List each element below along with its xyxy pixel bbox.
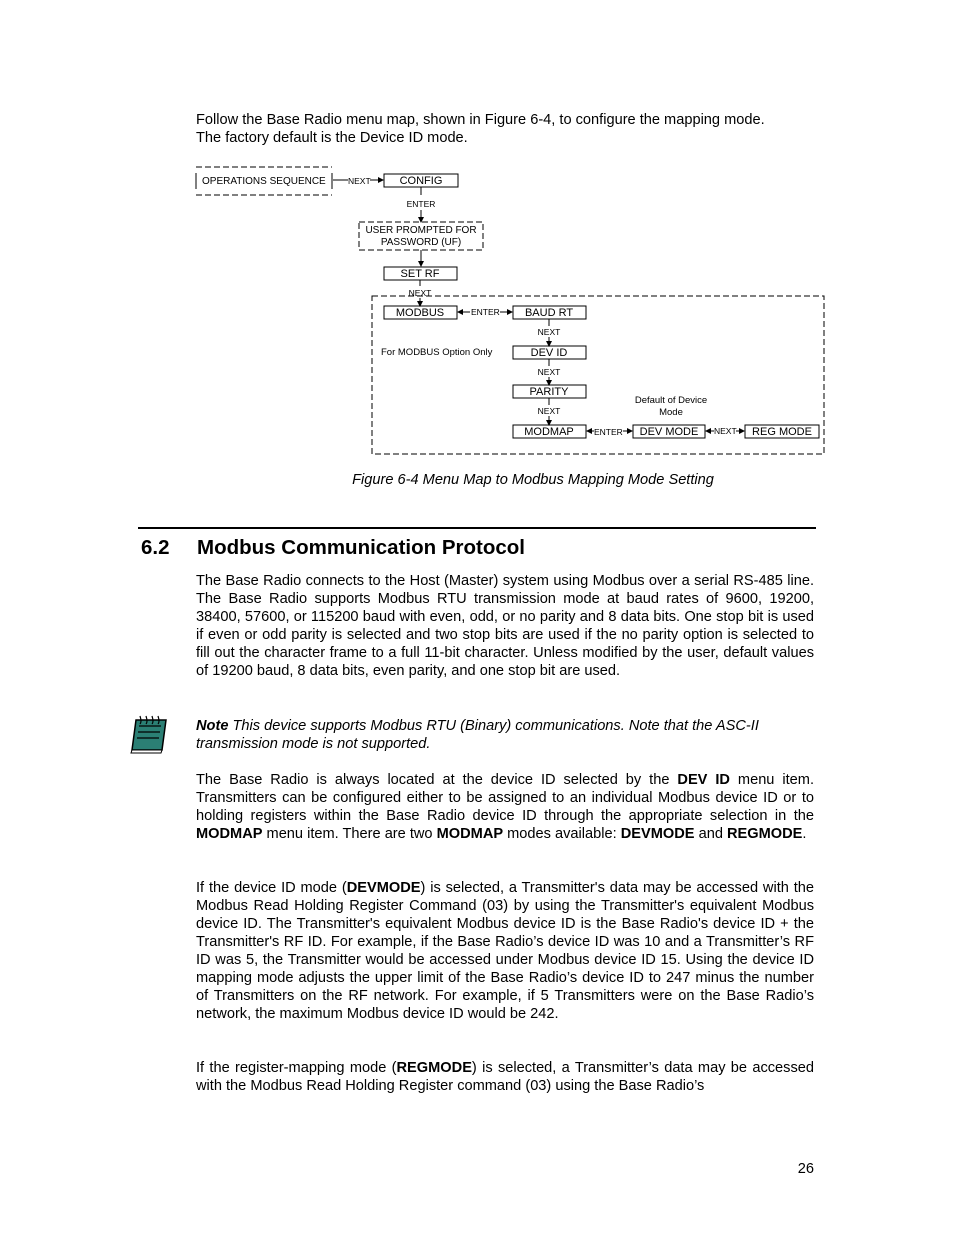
paragraph-2-text-3: menu item. There are two <box>262 826 437 842</box>
user-prompt-line-2: PASSWORD (UF) <box>380 237 462 248</box>
intro-paragraph <box>196 111 814 147</box>
ops-sequence-box <box>196 167 332 195</box>
paragraph-2-bold-2: MODMAP <box>196 826 263 842</box>
dev-id-label: DEV ID <box>530 347 568 359</box>
paragraph-2-bold-1: DEV ID <box>677 772 730 788</box>
paragraph-2-text-4: modes available: <box>503 826 621 842</box>
dev-id-menu-box <box>513 346 586 359</box>
modmap-label: MODMAP <box>524 426 574 438</box>
paragraph-4-text-2: ) is selected, a Transmitter’s data may be accessed with the Modbus Read Holding Register command (03) using the Base Radio’s <box>196 1060 814 1094</box>
next-label-2: NEXT <box>408 288 432 298</box>
paragraph-2-bold-3: MODMAP <box>436 826 504 842</box>
enter-label-1: ENTER <box>406 199 436 209</box>
default-note-line-1: Default of Device <box>634 395 708 406</box>
parity-menu-box <box>513 385 586 398</box>
paragraph-3 <box>196 879 814 1023</box>
figure-caption: Figure 6-4 Menu Map to Modbus Mapping Mode Setting <box>352 472 714 488</box>
paragraph-2 <box>196 771 814 843</box>
set-rf-menu-box <box>384 267 457 280</box>
paragraph-3-text-1: If the device ID mode ( <box>196 880 347 896</box>
default-note-line-2: Mode <box>659 407 683 418</box>
config-label: CONFIG <box>399 175 443 187</box>
intro-line-2: The factory default is the Device ID mode. <box>196 130 468 146</box>
paragraph-2-bold-5: REGMODE <box>727 826 803 842</box>
section-divider <box>138 527 816 529</box>
paragraph-4-bold-1: REGMODE <box>396 1060 472 1076</box>
ops-sequence-label: OPERATIONS SEQUENCE <box>202 176 326 187</box>
next-label-1: NEXT <box>348 176 371 186</box>
reg-mode-label: REG MODE <box>752 426 812 438</box>
paragraph-4-text-1: If the register-mapping mode ( <box>196 1060 397 1076</box>
dev-mode-menu-box <box>633 425 705 438</box>
paragraph-2-text-6: . <box>802 826 807 842</box>
section-heading <box>141 536 525 560</box>
paragraph-2-text-2: menu item. Transmitters can be configured either to be assigned to an individual Modbus device ID or to holding registers within the Base Radio device ID through the appropriate selection in the <box>196 772 814 824</box>
dev-mode-label: DEV MODE <box>639 426 699 438</box>
paragraph-3-text-2: ) is selected, a Transmitter's data may be accessed with the Modbus Read Holding Register Command (03) by using the Transmitter's equivalent Modbus device ID. The Transmitter's equivalent Modbus device ID is the Base Radio's device ID + the Transmitter's RF ID. For example, if the Base Radio’s device ID was 10 and a Transmitter’s RF ID was 5, the Transmitter would be accessed under Modbus device ID 15. Using the device ID mapping mode adjusts the upper limit of the Base Radio’s device ID to 247 minus the number of Transmitters on the RF network. For example, if 5 Transmitters were on the Base Radio’s network, the maximum Modbus device ID would be 242. <box>196 880 814 1022</box>
user-prompt-line-1: USER PROMPTED FOR <box>365 225 477 236</box>
intro-line-1: Follow the Base Radio menu map, shown in Figure 6-4, to configure the mapping mode. <box>196 112 765 128</box>
set-rf-label: SET RF <box>400 268 440 280</box>
note-paragraph <box>196 717 814 753</box>
config-menu-box <box>384 174 458 187</box>
paragraph-2-text-1: The Base Radio is always located at the device ID selected by the <box>196 772 678 788</box>
paragraph-1: The Base Radio connects to the Host (Master) system using Modbus over a serial RS-485 line. The Base Radio supports Modbus RTU transmission mode at baud rates of 9600, 19200, 38400, 57600, or 115200 baud with even, odd, or no parity and 8 data bits. One stop bit is used if even or odd parity is selected and two stop bits are used if the no parity option is selected to fill out the character frame to a full 11-bit character. Unless modified by the user, default values of 19200 baud, 8 data bits, even parity, and one stop bit are used. <box>196 573 814 679</box>
section-number: 6.2 <box>141 536 170 559</box>
baud-rt-menu-box <box>513 306 586 319</box>
modmap-menu-box <box>513 425 586 438</box>
paragraph-3-bold-1: DEVMODE <box>346 880 421 896</box>
menu-map-diagram <box>190 160 830 460</box>
paragraph-4 <box>196 1059 814 1095</box>
user-prompted-box <box>359 222 483 250</box>
note-text: This device supports Modbus RTU (Binary) communications. Note that the ASC-II transmission mode is not supported. <box>196 718 759 752</box>
baud-rt-label: BAUD RT <box>524 307 574 319</box>
next-label-5: NEXT <box>537 406 561 416</box>
next-label-6: NEXT <box>714 426 737 436</box>
modbus-option-note: For MODBUS Option Only <box>381 347 493 358</box>
modbus-menu-box <box>384 306 457 319</box>
parity-label: PARITY <box>529 386 569 398</box>
next-label-3: NEXT <box>537 327 561 337</box>
note-label: Note <box>196 718 229 734</box>
next-label-4: NEXT <box>537 367 561 377</box>
enter-label-2: ENTER <box>471 307 500 317</box>
paragraph-2-text-5: and <box>694 826 727 842</box>
paragraph-2-bold-4: DEVMODE <box>620 826 695 842</box>
enter-label-3: ENTER <box>594 427 623 437</box>
modbus-label: MODBUS <box>395 307 445 319</box>
page-number: 26 <box>797 1161 814 1177</box>
section-title: Modbus Communication Protocol <box>197 536 525 559</box>
notepad-icon <box>128 714 170 754</box>
reg-mode-menu-box <box>745 425 819 438</box>
